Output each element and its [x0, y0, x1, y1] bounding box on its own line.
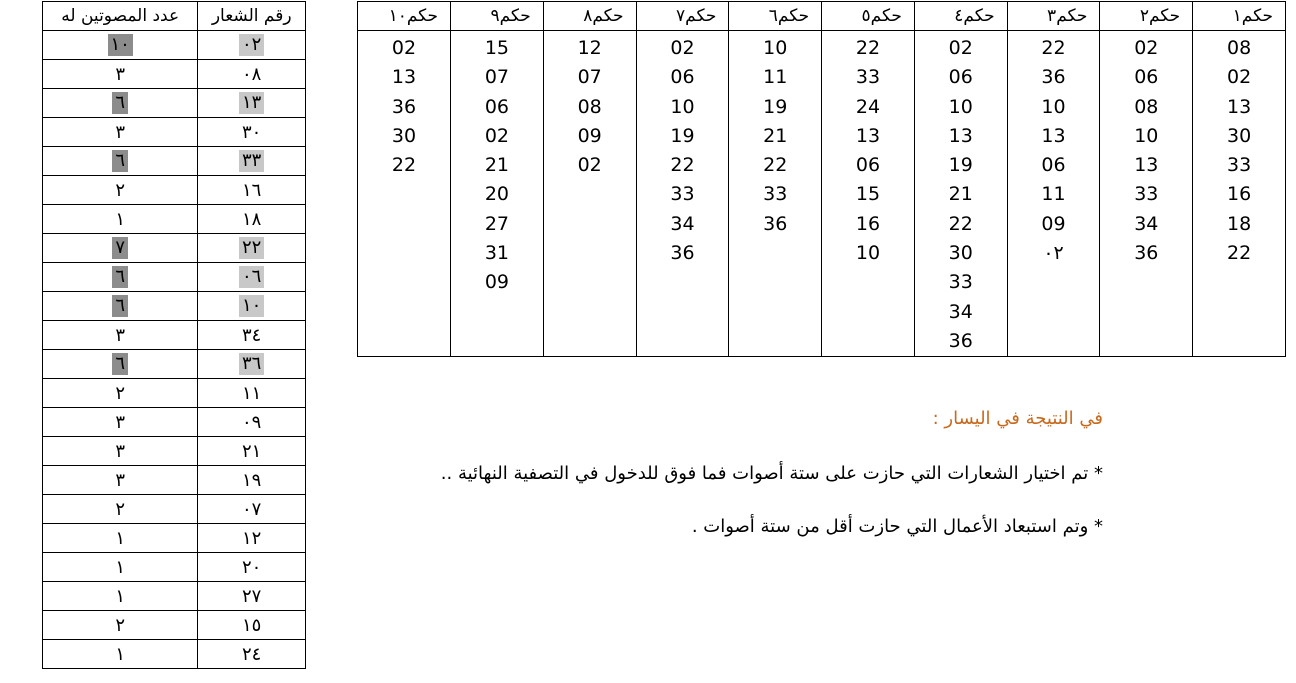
judge-pick-value: 09 [484, 271, 510, 294]
judge-picks-cell [729, 31, 822, 357]
logo-number-cell [198, 408, 306, 437]
logo-number-value: ٢٤ [242, 643, 262, 665]
judge-pick-value: 22 [763, 154, 788, 177]
tally-row [43, 234, 306, 263]
tally-row [43, 321, 306, 350]
votes-count-header: عدد المصوتين له [43, 2, 198, 31]
logo-number-cell [198, 205, 306, 234]
logo-number-value: ٣٠ [242, 121, 262, 143]
logo-number-cell [198, 524, 306, 553]
judge-pick-value: 10 [1041, 95, 1066, 118]
vote-count-value: ٢ [115, 498, 126, 520]
vote-count-value: ٢ [115, 179, 126, 201]
judge-pick-value: 22 [948, 212, 973, 235]
logo-number-value: ٢٠ [242, 556, 262, 578]
judge-pick-value: 02 [948, 37, 973, 59]
logo-number-cell [198, 60, 306, 89]
tally-row [43, 611, 306, 640]
judge-pick-value: 10 [670, 95, 695, 118]
judge-pick-value: 33 [948, 271, 973, 294]
logo-number-value: ١٨ [242, 208, 262, 230]
logo-number-cell [198, 234, 306, 263]
logo-number-value: ٢١ [242, 440, 262, 462]
judge-pick-value: 13 [1134, 154, 1159, 177]
judge-pick-value: 09 [577, 124, 602, 147]
vote-count-cell [43, 292, 198, 321]
vote-count-cell [43, 31, 198, 60]
tally-row [43, 408, 306, 437]
judge-column-header: حكم٦ [729, 2, 822, 31]
tally-row [43, 379, 306, 408]
judge-pick-value: 07 [484, 66, 510, 89]
logo-number-cell [198, 118, 306, 147]
judge-pick-value: 08 [577, 95, 602, 118]
judge-pick-value: 36 [391, 95, 417, 118]
judge-picks-cell [1193, 31, 1286, 357]
vote-count-cell [43, 611, 198, 640]
tally-row [43, 495, 306, 524]
vote-count-value: ٦ [112, 266, 128, 288]
judge-pick-value: 13 [1041, 124, 1066, 147]
judge-pick-value: 21 [763, 124, 788, 147]
judge-pick-value: 22 [391, 154, 417, 177]
vote-count-value: ٦ [112, 353, 128, 375]
tally-row [43, 147, 306, 176]
judge-picks-cell [822, 31, 915, 357]
logo-number-cell [198, 582, 306, 611]
judge-pick-value: 11 [763, 66, 788, 89]
result-note-title: في النتيجة في اليسار : [932, 408, 1103, 429]
judge-pick-value: 34 [670, 212, 695, 235]
judge-pick-value: 15 [484, 37, 510, 59]
vote-count-value: ٦ [112, 92, 128, 114]
logo-number-value: ١٢ [242, 527, 262, 549]
judge-column-header: حكم١٠ [358, 2, 451, 31]
logo-number-cell [198, 350, 306, 379]
vote-count-cell [43, 495, 198, 524]
logo-number-value: ٠٧ [242, 498, 262, 520]
logo-number-cell [198, 379, 306, 408]
judge-pick-value: 18 [1226, 212, 1252, 235]
judges-selection-table [357, 1, 1286, 357]
judge-pick-value: 06 [670, 66, 695, 89]
vote-count-value: ٣ [115, 121, 126, 143]
tally-row [43, 176, 306, 205]
vote-count-value: ٣ [115, 411, 126, 433]
tally-row [43, 89, 306, 118]
logo-number-value: ١٩ [242, 469, 262, 491]
judge-pick-value: 13 [948, 124, 973, 147]
judge-pick-value: 36 [763, 212, 788, 235]
logo-number-cell [198, 553, 306, 582]
judge-pick-value: 10 [1134, 124, 1159, 147]
vote-count-value: ٢ [115, 614, 126, 636]
tally-row [43, 205, 306, 234]
judge-pick-value: 08 [1226, 37, 1252, 59]
judge-pick-value: 36 [948, 329, 973, 352]
logo-number-value: ٢٢ [239, 237, 264, 259]
tally-row [43, 263, 306, 292]
vote-count-value: ٣ [115, 324, 126, 346]
vote-count-value: ١ [115, 585, 126, 607]
judge-column-header: حكم٤ [914, 2, 1007, 31]
vote-count-value: ٣ [115, 63, 126, 85]
judge-pick-value: 24 [855, 95, 881, 118]
logo-number-value: ٠٢ [239, 34, 264, 56]
judge-pick-value: 10 [763, 37, 788, 59]
judge-column-header: حكم١ [1193, 2, 1286, 31]
judge-pick-value: 33 [855, 66, 881, 89]
vote-count-cell [43, 553, 198, 582]
judge-column-header: حكم٨ [543, 2, 636, 31]
logo-number-value: ٣٤ [242, 324, 262, 346]
logo-number-value: ٣٣ [239, 150, 264, 172]
judge-pick-value: 22 [1041, 37, 1066, 59]
tally-row [43, 350, 306, 379]
judge-pick-value: 36 [1041, 66, 1066, 89]
logo-number-cell [198, 31, 306, 60]
vote-count-value: ٦ [112, 295, 128, 317]
logo-number-cell [198, 292, 306, 321]
result-note-excluded: * وتم استبعاد الأعمال التي حازت أقل من ستة أصوات . [691, 516, 1103, 537]
logo-number-value: ٠٩ [242, 411, 262, 433]
vote-count-cell [43, 205, 198, 234]
judge-pick-value: 06 [1041, 154, 1066, 177]
logo-number-cell [198, 466, 306, 495]
judge-pick-value: 08 [1134, 95, 1159, 118]
judges-header-row [358, 2, 1286, 31]
judge-pick-value: 06 [484, 95, 510, 118]
judge-pick-value: 16 [1226, 183, 1252, 206]
logo-number-value: ٣٦ [239, 353, 264, 375]
tally-row [43, 466, 306, 495]
judge-picks-cell [914, 31, 1007, 357]
vote-count-value: ١٠ [108, 34, 133, 56]
vote-count-cell [43, 147, 198, 176]
vote-count-value: ١ [115, 527, 126, 549]
logo-number-value: ١٣ [239, 92, 264, 114]
judge-pick-value: 33 [1134, 183, 1159, 206]
judge-pick-value: 09 [1041, 212, 1066, 235]
judge-pick-value: 06 [855, 154, 881, 177]
judge-pick-value: 22 [670, 154, 695, 177]
judge-pick-value: 21 [484, 154, 510, 177]
judge-pick-value: 19 [763, 95, 788, 118]
vote-count-value: ١ [115, 208, 126, 230]
logo-number-value: ١٠ [239, 295, 264, 317]
judge-pick-value: 06 [1134, 66, 1159, 89]
vote-count-cell [43, 263, 198, 292]
judge-picks-cell [358, 31, 451, 357]
logo-number-value: ٠٨ [242, 63, 262, 85]
judge-pick-value: 22 [855, 37, 881, 59]
judge-pick-value: 33 [763, 183, 788, 206]
judge-pick-value: 13 [391, 66, 417, 89]
logo-number-cell [198, 611, 306, 640]
result-note-selected: * تم اختيار الشعارات التي حازت على ستة أصوات فما فوق للدخول في التصفية النهائية .. [440, 463, 1103, 484]
judge-picks-cell [1100, 31, 1193, 357]
judge-pick-value: ٠٢ [1043, 242, 1064, 265]
judge-pick-value: 02 [484, 124, 510, 147]
judge-pick-value: 34 [948, 300, 973, 323]
judge-pick-value: 06 [948, 66, 973, 89]
judge-pick-value: 12 [577, 37, 602, 59]
judge-column-header: حكم٩ [451, 2, 544, 31]
vote-count-cell [43, 379, 198, 408]
judge-pick-value: 15 [855, 183, 881, 206]
logo-number-value: ٢٧ [242, 585, 262, 607]
judge-pick-value: 31 [484, 242, 510, 265]
tally-row [43, 31, 306, 60]
tally-row [43, 437, 306, 466]
vote-count-value: ١ [115, 556, 126, 578]
vote-count-cell [43, 640, 198, 669]
vote-count-cell [43, 234, 198, 263]
vote-count-cell [43, 321, 198, 350]
judge-pick-value: 02 [1134, 37, 1159, 59]
judge-pick-value: 34 [1134, 212, 1159, 235]
judge-pick-value: 02 [391, 37, 417, 59]
logo-number-value: ١١ [242, 382, 262, 404]
logo-number-value: ١٦ [242, 179, 262, 201]
vote-count-cell [43, 176, 198, 205]
tally-row [43, 524, 306, 553]
votes-tally-table [42, 1, 306, 669]
vote-count-cell [43, 350, 198, 379]
logo-number-header: رقم الشعار [198, 2, 306, 31]
logo-number-cell [198, 147, 306, 176]
tally-row [43, 60, 306, 89]
judge-pick-value: 13 [1226, 95, 1252, 118]
judge-pick-value: 20 [484, 183, 510, 206]
judge-pick-value: 36 [1134, 242, 1159, 265]
judge-pick-value: 16 [855, 212, 881, 235]
tally-row [43, 118, 306, 147]
vote-count-cell [43, 466, 198, 495]
vote-count-value: ٧ [112, 237, 128, 259]
judge-pick-value: 33 [1226, 154, 1252, 177]
judge-pick-value: 22 [1226, 242, 1252, 265]
judge-column-header: حكم٣ [1007, 2, 1100, 31]
judge-pick-value: 13 [855, 124, 881, 147]
vote-count-value: ٢ [115, 382, 126, 404]
vote-count-cell [43, 60, 198, 89]
logo-number-cell [198, 640, 306, 669]
judge-column-header: حكم٢ [1100, 2, 1193, 31]
judge-picks-cell [636, 31, 729, 357]
judge-pick-value: 10 [855, 242, 881, 265]
vote-count-cell [43, 89, 198, 118]
judge-pick-value: 30 [948, 242, 973, 265]
judge-pick-value: 19 [670, 124, 695, 147]
vote-count-cell [43, 408, 198, 437]
judge-pick-value: 27 [484, 212, 510, 235]
logo-number-cell [198, 176, 306, 205]
judge-column-header: حكم٥ [822, 2, 915, 31]
judge-pick-value: 30 [1226, 124, 1252, 147]
judge-picks-cell [543, 31, 636, 357]
logo-number-cell [198, 263, 306, 292]
logo-number-cell [198, 89, 306, 118]
judge-pick-value: 30 [391, 124, 417, 147]
judge-pick-value: 36 [670, 242, 695, 265]
judge-picks-cell [1007, 31, 1100, 357]
tally-row [43, 640, 306, 669]
logo-number-cell [198, 495, 306, 524]
logo-number-value: ١٥ [242, 614, 262, 636]
judges-values-row [358, 31, 1286, 357]
tally-row [43, 292, 306, 321]
vote-count-value: ٦ [112, 150, 128, 172]
judge-pick-value: 02 [577, 154, 602, 177]
judge-pick-value: 21 [948, 183, 973, 206]
tally-body [43, 31, 306, 669]
logo-number-cell [198, 437, 306, 466]
judge-picks-cell [451, 31, 544, 357]
judge-pick-value: 02 [1226, 66, 1252, 89]
logo-number-value: ٠٦ [239, 266, 264, 288]
judge-pick-value: 33 [670, 183, 695, 206]
judge-column-header: حكم٧ [636, 2, 729, 31]
vote-count-value: ٣ [115, 440, 126, 462]
judge-pick-value: 02 [670, 37, 695, 59]
tally-row [43, 553, 306, 582]
vote-count-cell [43, 437, 198, 466]
tally-header-row [43, 2, 306, 31]
logo-number-cell [198, 321, 306, 350]
vote-count-cell [43, 582, 198, 611]
tally-row [43, 582, 306, 611]
judge-pick-value: 07 [577, 66, 602, 89]
judge-pick-value: 11 [1041, 183, 1066, 206]
judge-pick-value: 19 [948, 154, 973, 177]
judge-pick-value: 10 [948, 95, 973, 118]
vote-count-value: ٣ [115, 469, 126, 491]
vote-count-cell [43, 524, 198, 553]
vote-count-cell [43, 118, 198, 147]
vote-count-value: ١ [115, 643, 126, 665]
